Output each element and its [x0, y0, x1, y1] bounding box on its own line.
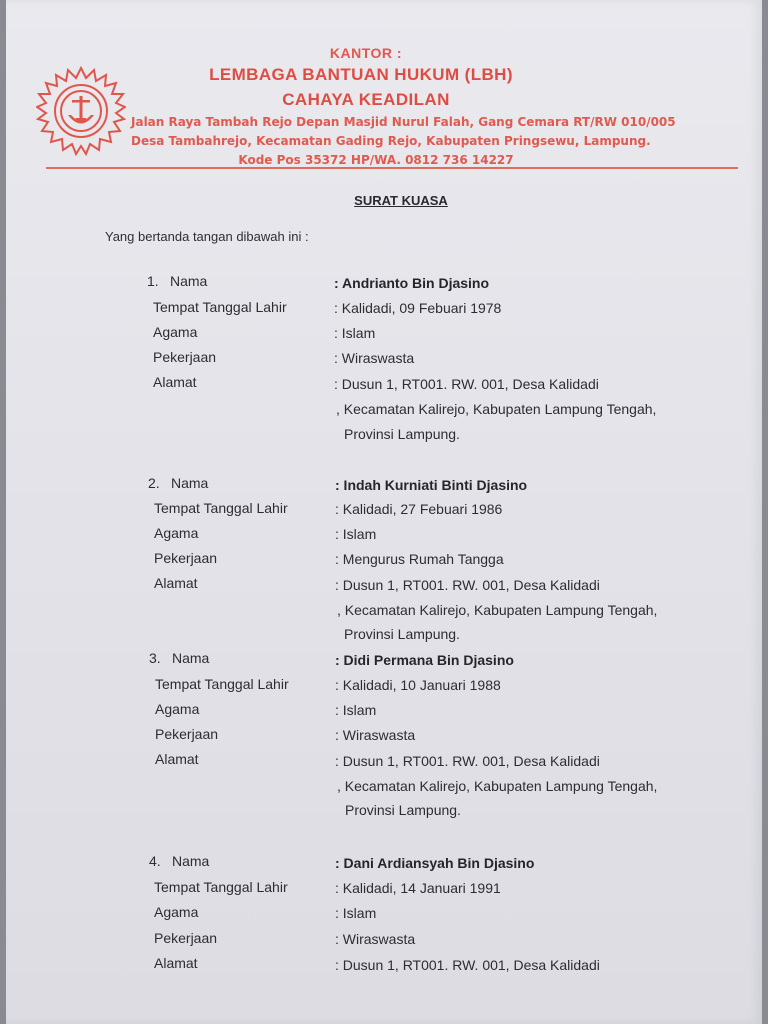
label-ttl: Tempat Tanggal Lahir	[153, 299, 287, 315]
value-pekerjaan: : Wiraswasta	[335, 931, 416, 947]
label-pekerjaan: Pekerjaan	[153, 349, 217, 365]
value-ttl: : Kalidadi, 14 Januari 1991	[335, 880, 501, 896]
value-alamat-line1: : Dusun 1, RT001. RW. 001, Desa Kalidadi	[335, 753, 600, 769]
value-alamat-line1: : Dusun 1, RT001. RW. 001, Desa Kalidadi	[335, 577, 600, 593]
value-alamat-line2: , Kecamatan Kalirejo, Kabupaten Lampung Tengah,	[337, 778, 658, 794]
value-alamat-line3: Provinsi Lampung.	[345, 802, 461, 818]
value-ttl: : Kalidadi, 10 Januari 1988	[335, 677, 501, 693]
letterhead	[6, 0, 762, 175]
label-alamat: Alamat	[153, 374, 197, 390]
value-ttl: : Kalidadi, 09 Febuari 1978	[334, 300, 502, 316]
value-pekerjaan: : Wiraswasta	[334, 350, 415, 366]
value-alamat-line2: , Kecamatan Kalirejo, Kabupaten Lampung Tengah,	[336, 401, 657, 417]
label-nama: Nama	[172, 853, 210, 869]
label-agama: Agama	[153, 324, 198, 340]
label-nama: Nama	[171, 475, 209, 491]
person-number: 4.	[149, 853, 161, 869]
person-number: 1.	[147, 273, 159, 289]
label-nama: Nama	[172, 650, 210, 666]
intro-text: Yang bertanda tangan dibawah ini :	[105, 229, 309, 244]
value-alamat-line1: : Dusun 1, RT001. RW. 001, Desa Kalidadi	[335, 957, 600, 973]
value-pekerjaan: : Mengurus Rumah Tangga	[335, 551, 504, 567]
person-number: 3.	[149, 650, 161, 666]
value-alamat-line2: , Kecamatan Kalirejo, Kabupaten Lampung Tengah,	[337, 602, 658, 618]
value-agama: : Islam	[335, 702, 377, 718]
value-nama: : Didi Permana Bin Djasino	[335, 652, 514, 668]
value-alamat-line1: : Dusun 1, RT001. RW. 001, Desa Kalidadi	[334, 376, 599, 392]
document-page	[6, 0, 762, 1024]
value-alamat-line3: Provinsi Lampung.	[344, 426, 460, 442]
label-alamat: Alamat	[154, 575, 198, 591]
label-agama: Agama	[154, 904, 199, 920]
document-title: SURAT KUASA	[354, 193, 448, 208]
label-alamat: Alamat	[155, 751, 199, 767]
value-nama: : Indah Kurniati Binti Djasino	[335, 477, 528, 493]
value-nama: : Dani Ardiansyah Bin Djasino	[335, 855, 535, 871]
org-name-line2: CAHAYA KEADILAN	[282, 90, 450, 109]
value-pekerjaan: : Wiraswasta	[335, 727, 416, 743]
org-name-line1: LEMBAGA BANTUAN HUKUM (LBH)	[209, 65, 513, 84]
value-agama: : Islam	[335, 526, 377, 542]
label-agama: Agama	[154, 525, 199, 541]
address-line3: Kode Pos 35372 HP/WA. 0812 736 14227	[238, 153, 514, 167]
label-pekerjaan: Pekerjaan	[155, 726, 219, 742]
value-ttl: : Kalidadi, 27 Febuari 1986	[335, 501, 503, 517]
label-nama: Nama	[170, 273, 208, 289]
label-agama: Agama	[155, 701, 200, 717]
office-label: KANTOR :	[329, 45, 403, 61]
value-agama: : Islam	[334, 325, 376, 341]
lbh-logo-icon	[36, 66, 126, 156]
header-divider	[46, 167, 738, 169]
label-ttl: Tempat Tanggal Lahir	[155, 676, 289, 692]
value-alamat-line3: Provinsi Lampung.	[344, 626, 460, 642]
address-line2: Desa Tambahrejo, Kecamatan Gading Rejo, Kabupaten Pringsewu, Lampung.	[131, 134, 651, 148]
label-pekerjaan: Pekerjaan	[154, 930, 218, 946]
label-alamat: Alamat	[154, 955, 198, 971]
person-number: 2.	[148, 475, 160, 491]
value-nama: : Andrianto Bin Djasino	[334, 275, 490, 291]
address-line1: Jalan Raya Tambah Rejo Depan Masjid Nurul Falah, Gang Cemara RT/RW 010/005	[131, 115, 676, 129]
label-ttl: Tempat Tanggal Lahir	[154, 879, 288, 895]
value-agama: : Islam	[335, 905, 377, 921]
label-pekerjaan: Pekerjaan	[154, 550, 218, 566]
label-ttl: Tempat Tanggal Lahir	[154, 500, 288, 516]
